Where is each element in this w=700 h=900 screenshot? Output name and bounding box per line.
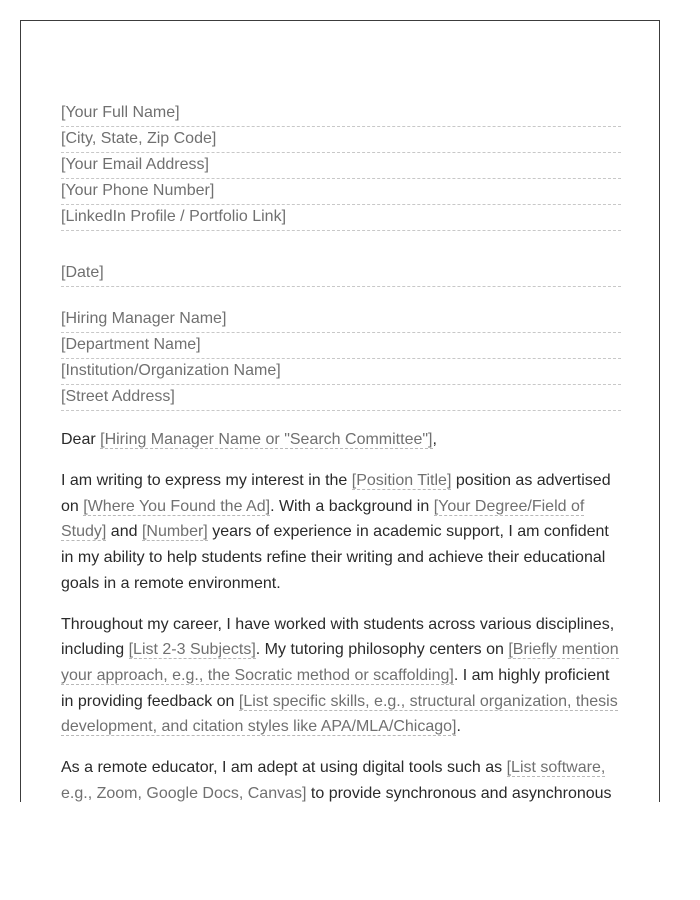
body-paragraph <box>61 612 621 741</box>
placeholder-field[interactable]: [Where You Found the Ad] <box>83 497 271 515</box>
placeholder-field[interactable]: [Number] <box>141 523 208 541</box>
body-paragraph <box>61 468 621 597</box>
paragraph-text: position as advertised on <box>61 472 611 515</box>
salutation-placeholder[interactable]: [Hiring Manager Name or "Search Committee"] <box>100 431 433 448</box>
sender-full-name-field[interactable]: [Your Full Name] <box>61 101 621 127</box>
paragraph-text: to provide synchronous and asynchronous <box>306 784 612 802</box>
date-field[interactable]: [Date] <box>61 261 621 287</box>
letter-page <box>20 20 660 802</box>
placeholder-field[interactable]: [Position Title] <box>351 472 452 489</box>
placeholder-field[interactable]: [Your Degree/Field of Study] <box>61 497 585 541</box>
body-paragraph <box>61 755 621 802</box>
recipient-hiring-manager-field[interactable]: [Hiring Manager Name] <box>61 307 621 333</box>
placeholder-field[interactable]: [List software, e.g., Zoom, Google Docs, Canvas] <box>61 759 606 802</box>
salutation-suffix: , <box>432 431 437 448</box>
placeholder-field[interactable]: [List 2-3 Subjects] <box>128 641 256 659</box>
sender-city-state-zip-field[interactable]: [City, State, Zip Code] <box>61 127 621 153</box>
recipient-info <box>61 307 621 411</box>
sender-info <box>61 101 621 231</box>
recipient-street-address-field[interactable]: [Street Address] <box>61 385 621 411</box>
paragraph-text: . I am highly proficient in providing feedback on <box>61 666 610 710</box>
recipient-department-field[interactable]: [Department Name] <box>61 333 621 359</box>
paragraph-text: I am writing to express my interest in the <box>61 472 352 489</box>
salutation <box>61 427 621 453</box>
sender-email-field[interactable]: [Your Email Address] <box>61 153 621 179</box>
spacer <box>61 287 621 307</box>
letter-content <box>61 101 621 802</box>
spacer <box>61 231 621 261</box>
paragraph-text: As a remote educator, I am adept at using digital tools such as <box>61 759 507 777</box>
paragraph-text: . My tutoring philosophy centers on <box>255 641 509 659</box>
paragraph-text: and <box>106 523 142 541</box>
paragraph-text: . With a background in <box>270 497 434 515</box>
sender-phone-field[interactable]: [Your Phone Number] <box>61 179 621 205</box>
recipient-institution-field[interactable]: [Institution/Organization Name] <box>61 359 621 385</box>
salutation-prefix: Dear <box>61 431 101 448</box>
placeholder-field[interactable]: [Briefly mention your approach, e.g., the Socratic method or scaffolding] <box>61 641 619 684</box>
paragraph-text: . <box>456 718 461 736</box>
paragraph-text: years of experience in academic support, I am confident in my ability to help students refine their writing and achieve their educational goals in a remote environment. <box>61 523 609 592</box>
paragraph-text: Throughout my career, I have worked with students across various disciplines, including <box>61 615 615 659</box>
placeholder-field[interactable]: [List specific skills, e.g., structural organization, thesis development, and citation styles like APA/MLA/Chicago] <box>61 692 618 736</box>
sender-linkedin-field[interactable]: [LinkedIn Profile / Portfolio Link] <box>61 205 621 231</box>
letter-body <box>61 468 621 802</box>
